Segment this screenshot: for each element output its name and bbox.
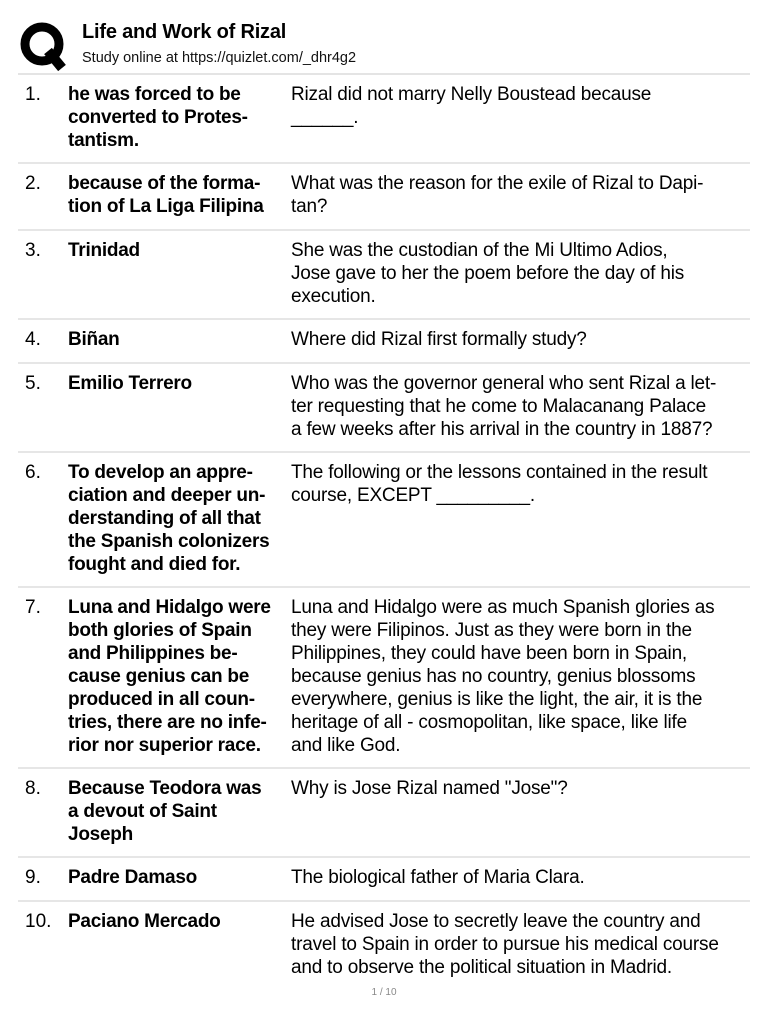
card-row xyxy=(18,588,750,769)
card-row xyxy=(18,858,750,902)
term-line: Luna and Hidalgo were xyxy=(68,597,271,618)
flashcard-list xyxy=(18,75,750,992)
card-definition xyxy=(291,866,753,889)
card-term xyxy=(68,866,290,889)
definition-line: travel to Spain in order to pursue his medical course xyxy=(291,934,719,955)
quizlet-logo-icon xyxy=(18,20,70,72)
definition-line: heritage of all - cosmopolitan, like space, like life xyxy=(291,712,687,733)
card-number: 10. xyxy=(25,911,52,932)
card-number: 8. xyxy=(25,778,41,799)
card-row xyxy=(18,75,750,164)
definition-line: Where did Rizal first formally study? xyxy=(291,329,587,350)
card-row xyxy=(18,164,750,231)
definition-line: ter requesting that he come to Malacanang Palace xyxy=(291,396,706,417)
card-term xyxy=(68,372,290,395)
definition-line: He advised Jose to secretly leave the country and xyxy=(291,911,701,932)
page-title: Life and Work of Rizal xyxy=(82,21,287,43)
card-term xyxy=(68,910,290,933)
term-line: Joseph xyxy=(68,824,134,845)
term-line: and Philippines be- xyxy=(68,643,238,664)
term-line: because of the forma- xyxy=(68,173,261,194)
card-number: 7. xyxy=(25,597,41,618)
term-line: ciation and deeper un- xyxy=(68,485,266,506)
definition-line: Jose gave to her the poem before the day of his xyxy=(291,263,685,284)
card-definition xyxy=(291,910,753,979)
term-line: Paciano Mercado xyxy=(68,911,221,932)
definition-line: The following or the lessons contained in the result xyxy=(291,462,708,483)
card-row xyxy=(18,769,750,858)
card-number: 3. xyxy=(25,240,41,261)
term-line: both glories of Spain xyxy=(68,620,252,641)
card-term xyxy=(68,328,290,351)
term-line: converted to Protes- xyxy=(68,107,248,128)
term-line: tion of La Liga Filipina xyxy=(68,196,264,217)
study-link-text: Study online at https://quizlet.com/_dhr4g2 xyxy=(82,50,357,66)
card-definition xyxy=(291,172,753,218)
definition-line: What was the reason for the exile of Rizal to Dapi- xyxy=(291,173,704,194)
definition-line: course, EXCEPT _________. xyxy=(291,485,535,506)
card-number: 5. xyxy=(25,373,41,394)
term-line: To develop an appre- xyxy=(68,462,253,483)
header xyxy=(18,18,750,70)
term-line: tries, there are no infe- xyxy=(68,712,267,733)
definition-line: and to observe the political situation in Madrid. xyxy=(291,957,672,978)
page-number: 1 / 10 xyxy=(371,987,397,998)
definition-line: Why is Jose Rizal named "Jose"? xyxy=(291,778,568,799)
definition-line: execution. xyxy=(291,286,376,307)
definition-line: Rizal did not marry Nelly Boustead because xyxy=(291,84,652,105)
card-term xyxy=(68,239,290,262)
term-line: Trinidad xyxy=(68,240,140,261)
term-line: tantism. xyxy=(68,130,139,151)
card-term xyxy=(68,777,290,846)
card-row xyxy=(18,902,750,992)
card-number: 6. xyxy=(25,462,41,483)
card-term xyxy=(68,172,290,218)
definition-line: everywhere, genius is like the light, the air, it is the xyxy=(291,689,703,710)
card-definition xyxy=(291,328,753,351)
term-line: produced in all coun- xyxy=(68,689,255,710)
term-line: he was forced to be xyxy=(68,84,241,105)
card-row xyxy=(18,364,750,453)
card-row xyxy=(18,320,750,364)
term-line: a devout of Saint xyxy=(68,801,217,822)
card-definition xyxy=(291,83,753,129)
card-term xyxy=(68,461,290,576)
definition-line: Philippines, they could have been born in Spain, xyxy=(291,643,688,664)
definition-line: The biological father of Maria Clara. xyxy=(291,867,585,888)
term-line: Padre Damaso xyxy=(68,867,198,888)
card-definition xyxy=(291,777,753,800)
term-line: Emilio Terrero xyxy=(68,373,192,394)
term-line: rior nor superior race. xyxy=(68,735,261,756)
definition-line: a few weeks after his arrival in the country in 1887? xyxy=(291,419,713,440)
definition-line: Who was the governor general who sent Rizal a let- xyxy=(291,373,717,394)
card-definition xyxy=(291,239,753,308)
card-definition xyxy=(291,372,753,441)
definition-line: because genius has no country, genius blossoms xyxy=(291,666,696,687)
definition-line: tan? xyxy=(291,196,328,217)
card-number: 2. xyxy=(25,173,41,194)
term-line: the Spanish colonizers xyxy=(68,531,270,552)
card-number: 1. xyxy=(25,84,41,105)
card-number: 9. xyxy=(25,867,41,888)
definition-line: She was the custodian of the Mi Ultimo Adios, xyxy=(291,240,668,261)
card-number: 4. xyxy=(25,329,41,350)
definition-line: Luna and Hidalgo were as much Spanish glories as xyxy=(291,597,715,618)
definition-line: and like God. xyxy=(291,735,401,756)
card-term xyxy=(68,596,290,757)
term-line: fought and died for. xyxy=(68,554,241,575)
card-row xyxy=(18,453,750,588)
term-line: derstanding of all that xyxy=(68,508,261,529)
card-term xyxy=(68,83,290,152)
term-line: cause genius can be xyxy=(68,666,250,687)
term-line: Biñan xyxy=(68,329,120,350)
card-definition xyxy=(291,461,753,507)
card-row xyxy=(18,231,750,320)
definition-line: they were Filipinos. Just as they were born in the xyxy=(291,620,692,641)
definition-line: ______. xyxy=(291,107,359,128)
term-line: Because Teodora was xyxy=(68,778,262,799)
card-definition xyxy=(291,596,753,757)
